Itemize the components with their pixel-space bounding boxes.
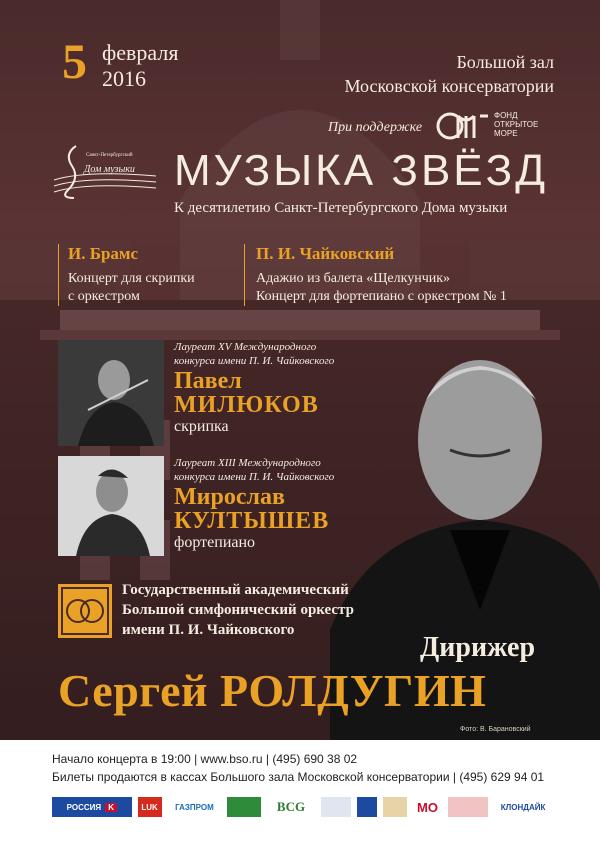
pianist-laureate: Лауреат XIII Международного конкурса имени П. И. Чайковского bbox=[174, 457, 335, 483]
venue-line-2: Московской консерватории bbox=[344, 76, 554, 96]
concert-year: 2016 bbox=[102, 66, 146, 91]
violinist-laureate: Лауреат XV Международного конкурса имени П. И. Чайковского bbox=[174, 341, 335, 367]
pianist-first-name: Мирослав bbox=[174, 484, 285, 510]
festival-title: МУЗЫКА ЗВЁЗД bbox=[174, 146, 549, 195]
program-divider-right bbox=[244, 244, 245, 306]
sponsor-logo bbox=[321, 797, 351, 817]
ticket-info-line: Билеты продаются в кассах Большого зала Московской консерватории | (495) 629 94 01 bbox=[52, 770, 545, 784]
sponsor-russia-k-logo: РОССИЯ K bbox=[52, 797, 132, 817]
violinist-last-name: МИЛЮКОВ bbox=[174, 392, 319, 418]
sponsor-lukoil-logo: LUK bbox=[138, 797, 162, 817]
concert-day: 5 bbox=[62, 33, 87, 89]
sponsor-bcg-logo: BCG bbox=[276, 799, 306, 814]
program-divider-left bbox=[58, 244, 59, 306]
support-label: При поддержке bbox=[328, 120, 423, 135]
sponsor-mo-logo: MO bbox=[417, 799, 438, 815]
orchestra-line-3: имени П. И. Чайковского bbox=[122, 622, 295, 638]
orchestra-line-1: Государственный академический bbox=[122, 582, 349, 598]
violinist-first-name: Павел bbox=[174, 368, 242, 394]
sponsor-gazprom-logo: ГАЗПРОМ bbox=[175, 802, 214, 812]
sponsor-logos bbox=[52, 794, 552, 820]
fund-name: ФОНД ОТКРЫТОЕ МОРЕ bbox=[494, 111, 539, 138]
orchestra-logo bbox=[58, 584, 112, 638]
sponsor-logo bbox=[448, 797, 488, 817]
pianist-photo bbox=[58, 456, 164, 556]
orchestra-line-2: Большой симфонический оркестр bbox=[122, 602, 354, 618]
pianist-last-name: КУЛТЫШЕВ bbox=[174, 508, 330, 534]
sponsor-klondike-logo: КЛОНДАЙК bbox=[500, 802, 546, 812]
composer-brahms: И. Брамс bbox=[68, 244, 139, 263]
house-of-music-name: Дом музыки bbox=[84, 164, 135, 175]
concert-month: февраля bbox=[102, 40, 179, 65]
violinist-instrument: скрипка bbox=[174, 418, 229, 435]
photo-credit: Фото: В. Барановский bbox=[460, 726, 531, 733]
sponsor-logo bbox=[383, 797, 407, 817]
sponsor-logo bbox=[227, 797, 261, 817]
house-logo-small-text: Санкт-Петербургский bbox=[86, 153, 133, 158]
composer-tchaikovsky: П. И. Чайковский bbox=[256, 244, 395, 263]
conductor-name: Сергей РОЛДУГИН bbox=[58, 665, 487, 716]
concert-info-line: Начало концерта в 19:00 | www.bso.ru | (495) 690 38 02 bbox=[52, 752, 358, 766]
violinist-photo bbox=[58, 340, 164, 446]
sponsor-logo bbox=[357, 797, 377, 817]
open-sea-fund-logo bbox=[436, 110, 490, 142]
festival-subtitle: К десятилетию Санкт-Петербургского Дома музыки bbox=[174, 200, 508, 216]
venue-line-1: Большой зал bbox=[456, 52, 554, 72]
work-brahms: Концерт для скрипки с оркестром bbox=[68, 271, 195, 304]
work-tchaikovsky: Адажио из балета «Щелкунчик» Концерт для фортепиано с оркестром № 1 bbox=[256, 271, 507, 304]
conductor-label: Дирижер bbox=[420, 632, 536, 663]
pianist-instrument: фортепиано bbox=[174, 534, 256, 551]
